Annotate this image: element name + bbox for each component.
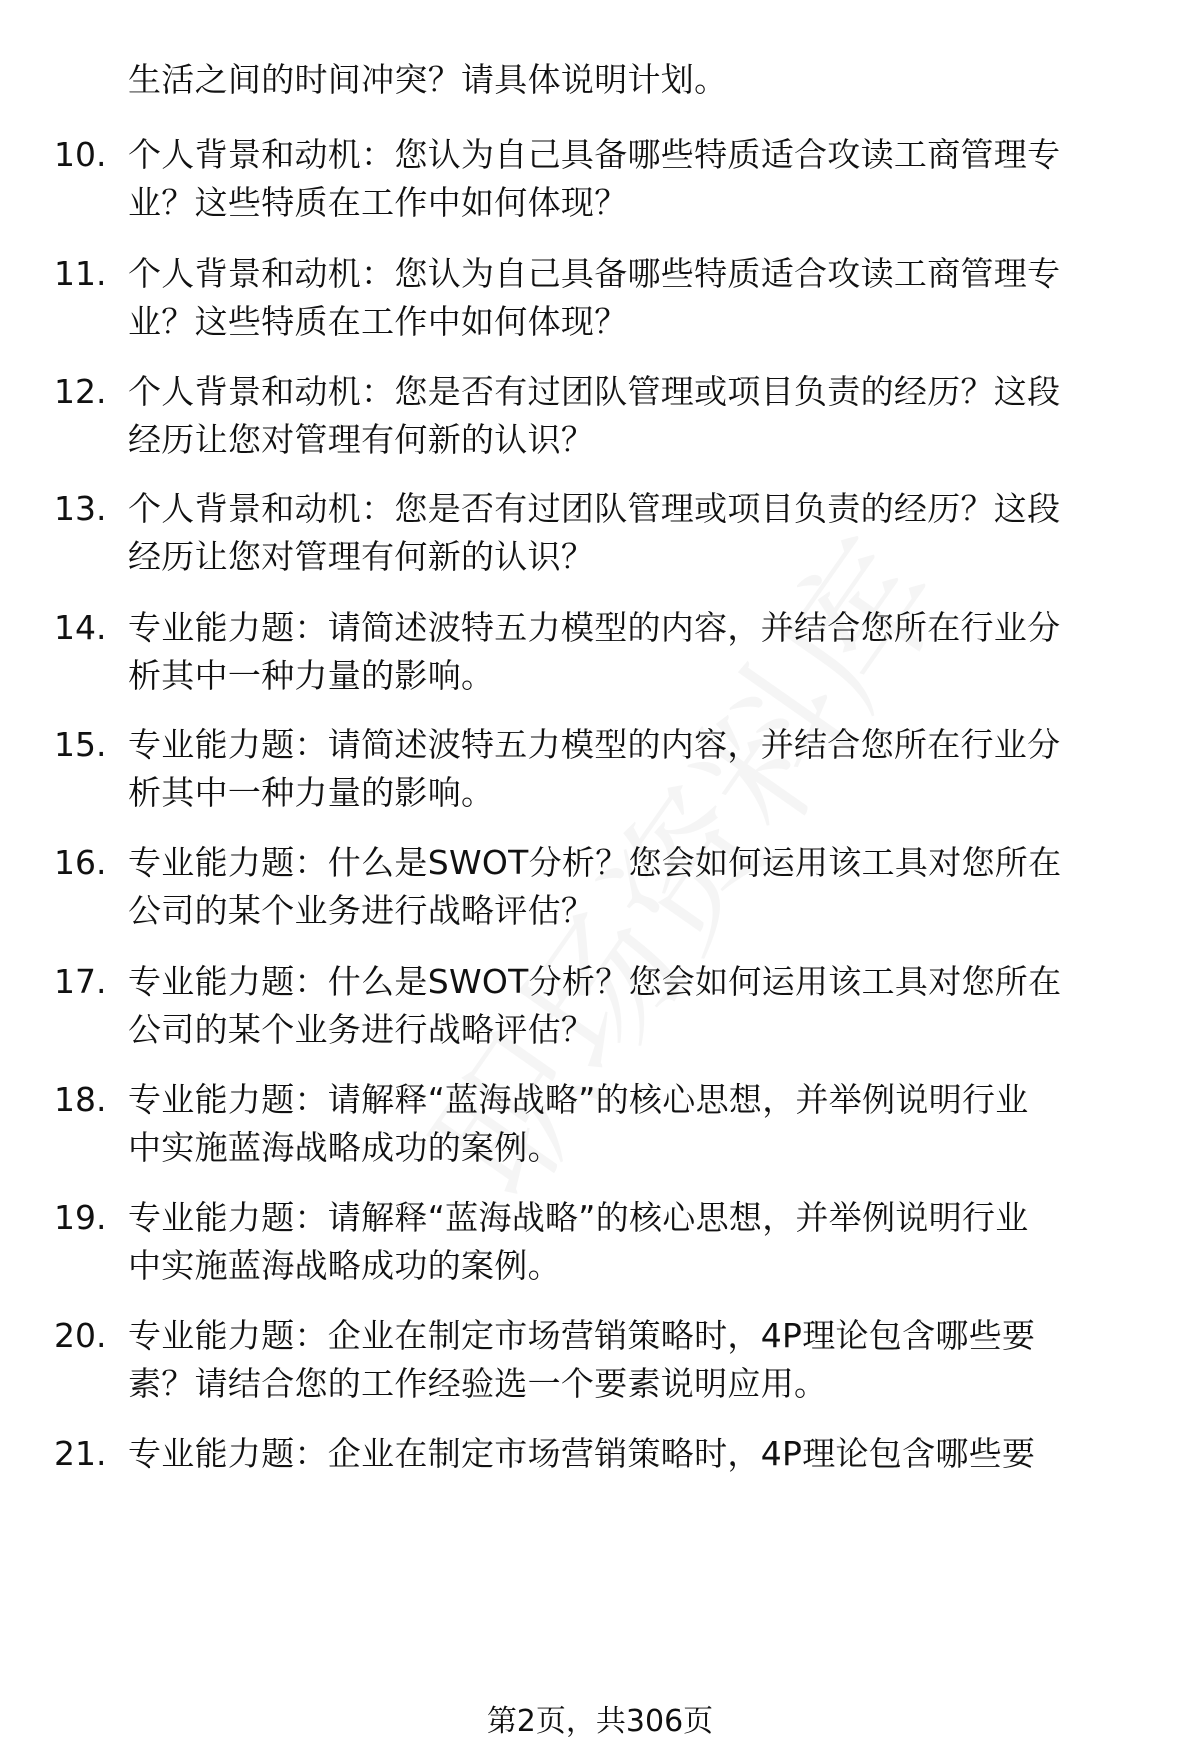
question-line: 业？这些特质在工作中如何体现？ bbox=[128, 183, 628, 222]
question-number: 10. bbox=[54, 135, 107, 174]
page-number: 第2页，共306页 bbox=[486, 1704, 714, 1739]
question-number: 13. bbox=[54, 489, 107, 528]
question-line: 析其中一种力量的影响。 bbox=[128, 656, 495, 695]
question-line: 中实施蓝海战略成功的案例。 bbox=[128, 1246, 561, 1285]
question-line: 经历让您对管理有何新的认识？ bbox=[128, 420, 595, 459]
question-number: 19. bbox=[54, 1198, 107, 1237]
question-number: 18. bbox=[54, 1080, 107, 1119]
question-number: 15. bbox=[54, 725, 107, 764]
question-line: 个人背景和动机：您是否有过团队管理或项目负责的经历？这段 bbox=[128, 372, 1061, 411]
question-line: 个人背景和动机：您认为自己具备哪些特质适合攻读工商管理专 bbox=[128, 254, 1061, 293]
question-number: 17. bbox=[54, 962, 107, 1001]
question-line: 业？这些特质在工作中如何体现？ bbox=[128, 302, 628, 341]
question-number: 20. bbox=[54, 1316, 107, 1355]
question-number: 16. bbox=[54, 843, 107, 882]
question-line: 专业能力题：请简述波特五力模型的内容，并结合您所在行业分 bbox=[128, 608, 1061, 647]
question-line: 中实施蓝海战略成功的案例。 bbox=[128, 1128, 561, 1167]
question-number: 11. bbox=[54, 254, 107, 293]
question-line: 公司的某个业务进行战略评估？ bbox=[128, 891, 595, 930]
question-line: 专业能力题：企业在制定市场营销策略时，4P理论包含哪些要 bbox=[128, 1434, 1036, 1473]
question-line: 专业能力题：企业在制定市场营销策略时，4P理论包含哪些要 bbox=[128, 1316, 1036, 1355]
question-number: 14. bbox=[54, 608, 107, 647]
question-line: 生活之间的时间冲突？请具体说明计划。 bbox=[128, 60, 728, 99]
question-line: 析其中一种力量的影响。 bbox=[128, 773, 495, 812]
question-line: 素？请结合您的工作经验选一个要素说明应用。 bbox=[128, 1364, 828, 1403]
question-number: 12. bbox=[54, 372, 107, 411]
question-line: 专业能力题：请简述波特五力模型的内容，并结合您所在行业分 bbox=[128, 725, 1061, 764]
question-line: 经历让您对管理有何新的认识？ bbox=[128, 537, 595, 576]
question-line: 专业能力题：什么是SWOT分析？您会如何运用该工具对您所在 bbox=[128, 962, 1062, 1001]
question-line: 专业能力题：请解释“蓝海战略”的核心思想，并举例说明行业 bbox=[128, 1198, 1029, 1237]
question-line: 专业能力题：请解释“蓝海战略”的核心思想，并举例说明行业 bbox=[128, 1080, 1029, 1119]
question-number: 21. bbox=[54, 1434, 107, 1473]
question-line: 个人背景和动机：您是否有过团队管理或项目负责的经历？这段 bbox=[128, 489, 1061, 528]
question-line: 公司的某个业务进行战略评估？ bbox=[128, 1010, 595, 1049]
question-line: 专业能力题：什么是SWOT分析？您会如何运用该工具对您所在 bbox=[128, 843, 1062, 882]
question-line: 个人背景和动机：您认为自己具备哪些特质适合攻读工商管理专 bbox=[128, 135, 1061, 174]
